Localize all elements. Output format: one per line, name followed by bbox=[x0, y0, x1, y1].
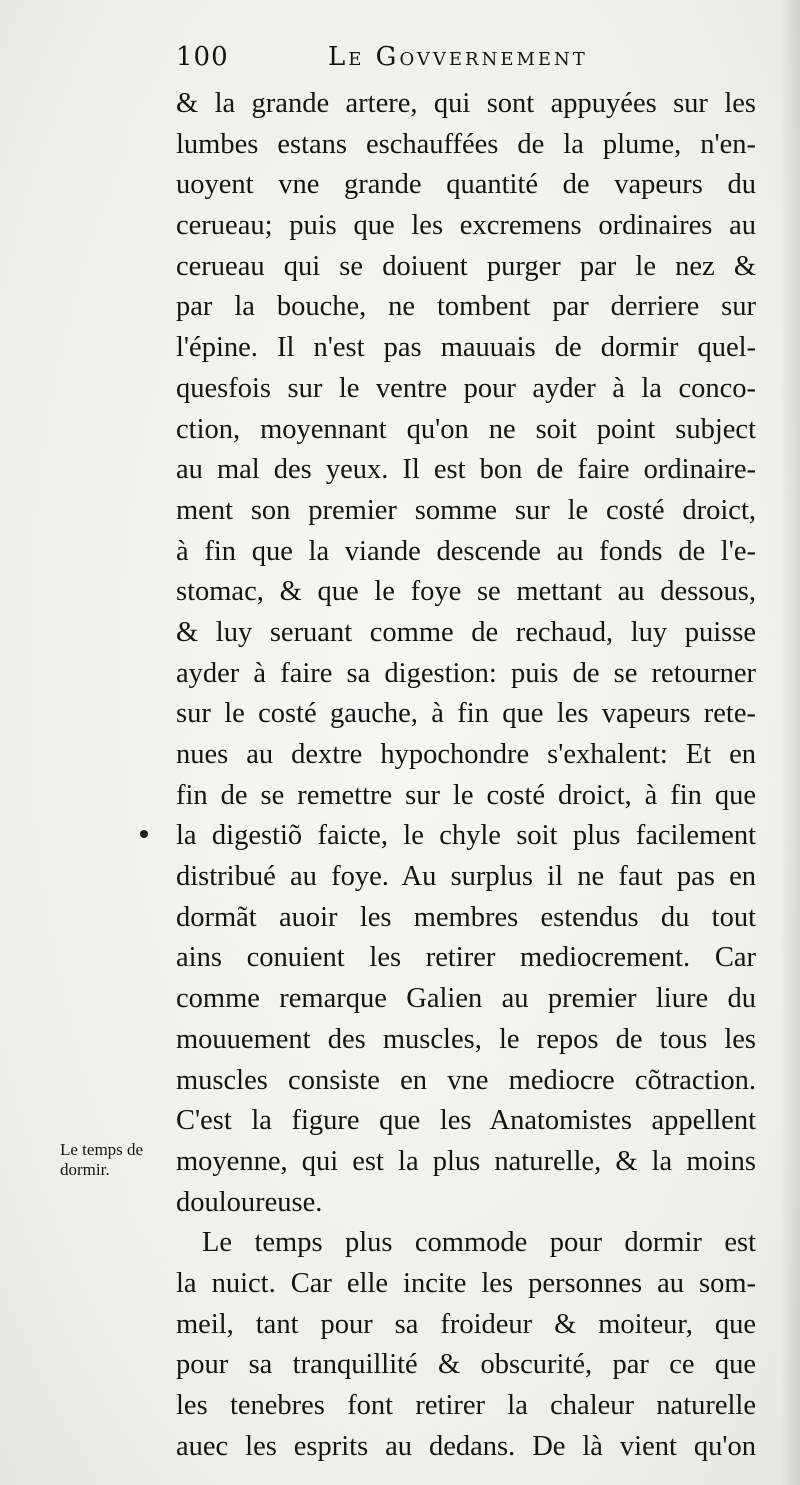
text-line: les tenebres font retirer la chaleur naturelle bbox=[176, 1390, 756, 1421]
text-line: la digestiõ faicte, le chyle soit plus facilement bbox=[176, 820, 756, 852]
text-line: douloureuse. bbox=[176, 1186, 323, 1218]
text-line: ment son premier somme sur le costé droict, bbox=[176, 494, 756, 526]
text-line: & luy seruant comme de rechaud, luy puisse bbox=[176, 616, 756, 648]
text-line: ction, moyennant qu'on ne soit point subject bbox=[176, 413, 756, 445]
text-line: ains conuient les retirer mediocrement. Car bbox=[176, 942, 756, 974]
text-line: l'épine. Il n'est pas mauuais de dormir quel- bbox=[176, 332, 756, 364]
text-line: Le temps plus commode pour dormir est bbox=[202, 1227, 756, 1259]
text-line: au mal des yeux. Il est bon de faire ordinaire- bbox=[176, 454, 756, 486]
text-line: nues au dextre hypochondre s'exhalent: Et en bbox=[176, 739, 756, 770]
text-line: par la bouche, ne tombent par derriere sur bbox=[176, 291, 756, 323]
text-line: moyenne, qui est la plus naturelle, & la moins bbox=[176, 1145, 756, 1177]
marginal-note-line: Le temps de bbox=[60, 1140, 144, 1159]
text-line: comme remarque Galien au premier liure du bbox=[176, 983, 756, 1015]
marginal-note bbox=[60, 1140, 180, 1180]
text-line: auec les esprits au dedans. De là vient qu'on bbox=[176, 1430, 756, 1462]
text-line: cerueau qui se doiuent purger par le nez & bbox=[176, 250, 756, 282]
text-line: à fin que la viande descende au fonds de l'e- bbox=[176, 535, 756, 567]
text-line: C'est la figure que les Anatomistes appellent bbox=[176, 1105, 756, 1137]
text-line: ayder à faire sa digestion: puis de se retourner bbox=[176, 657, 756, 689]
text-line: quesfois sur le ventre pour ayder à la conco- bbox=[176, 372, 756, 404]
text-line: stomac, & que le foye se mettant au dessous, bbox=[176, 576, 756, 608]
running-head: Le Govvernement bbox=[328, 42, 588, 72]
text-line: mouuement des muscles, le repos de tous les bbox=[176, 1023, 756, 1055]
ink-dot-mark bbox=[140, 830, 148, 838]
page-header bbox=[176, 42, 756, 78]
body-text bbox=[176, 84, 756, 1467]
text-line: meil, tant pour sa froideur & moiteur, que bbox=[176, 1308, 756, 1340]
text-line: distribué au foye. Au surplus il ne faut pas en bbox=[176, 861, 756, 893]
text-line: la nuict. Car elle incite les personnes au som- bbox=[176, 1267, 756, 1299]
page-edge-shadow bbox=[780, 0, 800, 1485]
text-line: dormãt auoir les membres estendus du tout bbox=[176, 901, 756, 933]
text-line: uoyent vne grande quantité de vapeurs du bbox=[176, 169, 756, 201]
text-line: fin de se remettre sur le costé droict, à fin que bbox=[176, 779, 756, 811]
page-number: 100 bbox=[176, 42, 229, 72]
text-line: lumbes estans eschauffées de la plume, n'en- bbox=[176, 128, 756, 160]
text-line: & la grande artere, qui sont appuyées sur les bbox=[176, 88, 756, 119]
text-line: pour sa tranquillité & obscurité, par ce que bbox=[176, 1349, 756, 1381]
text-line: muscles consiste en vne mediocre cõtraction. bbox=[176, 1064, 756, 1096]
text-line: cerueau; puis que les excremens ordinaires au bbox=[176, 210, 756, 242]
marginal-note-line: dormir. bbox=[60, 1160, 110, 1179]
text-line: sur le costé gauche, à fin que les vapeurs rete- bbox=[176, 698, 756, 730]
